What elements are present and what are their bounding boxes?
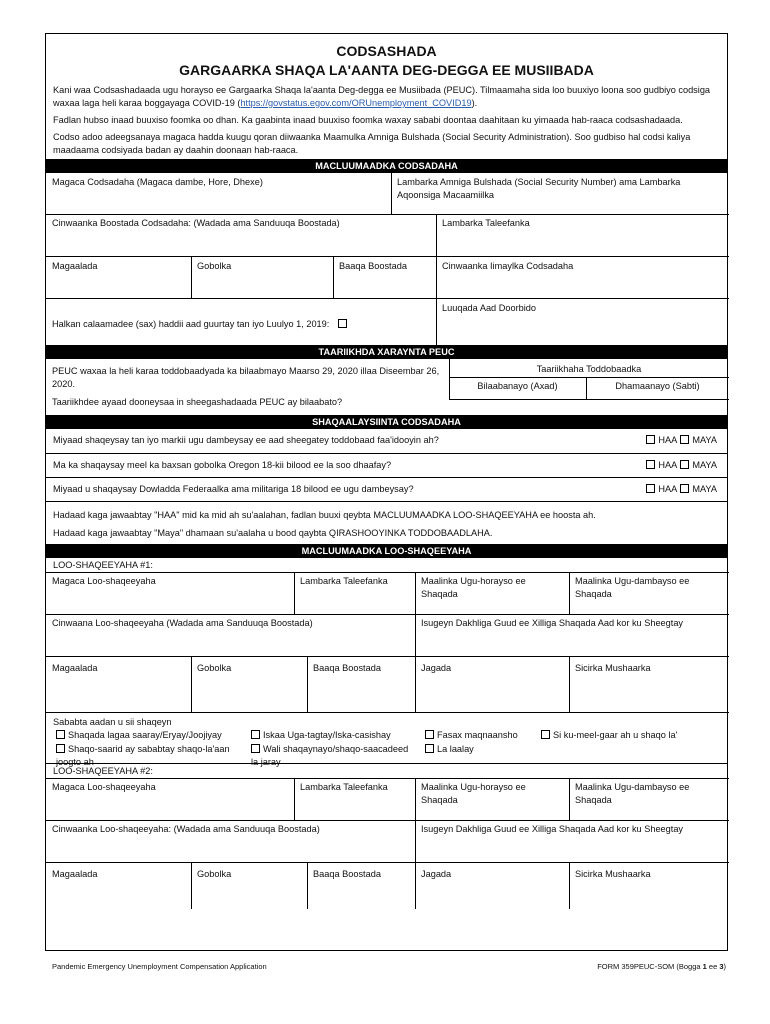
employer-2-title: LOO-SHAQEEYAHA #2:	[53, 766, 153, 776]
employer-2-city-field[interactable]: Magaalada	[52, 869, 98, 879]
employer-2-phone-field[interactable]: Lambarka Taleefanka	[300, 782, 388, 792]
history-grid	[46, 359, 727, 415]
no-label: MAYA	[692, 484, 717, 494]
answer-3	[646, 484, 717, 494]
week-start-field[interactable]: Bilaabanayo (Axad)	[477, 381, 558, 391]
intro-paragraph-2: Fadlan hubso inaad buuxiso foomka oo dhan. Ka gaabinta inaad buuxiso foomka waxay sababi doontaa daahitaan ku yimaada hab-raaca codsashadaada.	[53, 115, 683, 125]
employer-2-state-field[interactable]: Jagada	[421, 869, 452, 879]
form-page	[45, 33, 728, 951]
yes-label: HAA	[658, 435, 678, 445]
answer-2	[646, 460, 717, 470]
moved-checkbox[interactable]	[338, 319, 347, 328]
footer-form-name: Pandemic Emergency Unemployment Compensation Application	[52, 962, 267, 971]
reason-label-1: Shaqada lagaa saaray/Eryay/Joojiyay	[68, 730, 222, 740]
claimant-language-field[interactable]: Luuqada Aad Doorbido	[442, 303, 536, 313]
intro-text-1: Kani waa Codsashadaada ugu horayso ee Gargaarka Shaqa la'aanta Deg-degga ee Musiibada (PEUC). Tilmaamaha sida loo buuxiyo loona soo gudbiyo codsiga waxaa laga heli karaa boggayaga COVID-19 (	[53, 85, 711, 108]
footer-page-total: 3	[719, 962, 724, 971]
employer-1-phone-field[interactable]: Lambarka Taleefanka	[300, 576, 388, 586]
yes-label: HAA	[658, 460, 678, 470]
reason-label-4: Wali shaqaynayo/shaqo-saacadeed la jaray	[251, 744, 409, 767]
reason-checkbox-2[interactable]	[56, 744, 65, 753]
no-label: MAYA	[692, 460, 717, 470]
no-note: Hadaad kaga jawaabtay "Maya" dhamaan su'aalaha u bood qaybta QIRASHOOYINKA TODDOBAADLAHA.	[53, 528, 493, 538]
week-end-field[interactable]: Dhamaanayo (Sabti)	[615, 381, 700, 391]
question-row-2	[46, 453, 727, 477]
form-subtitle: GARGAARKA SHAQA LA'AANTA DEG-DEGGA EE MUSIIBADA	[179, 62, 594, 78]
covid-link[interactable]: https://govstatus.egov.com/ORUnemployment_COVID19	[240, 98, 472, 108]
reason-checkbox-3[interactable]	[251, 730, 260, 739]
employer-2-gross-field[interactable]: Isugeyn Dakhliga Guud ee Xilliga Shaqada Aad kor ku Sheegtay	[421, 824, 684, 834]
reason-label-3: Iskaa Uga-tagtay/Iska-casishay	[263, 730, 391, 740]
separation-reason-title: Sababta aadan u sii shaqeyn	[53, 717, 172, 727]
employer-2-address-field[interactable]: Cinwaanka Loo-shaqeeyaha: (Wadada ama Sanduuqa Boostada)	[52, 824, 320, 834]
employer-2-last-day-field[interactable]: Maalinka Ugu-dambayso ee Shaqada	[575, 782, 690, 805]
employer-1-first-day-field[interactable]: Maalinka Ugu-horayso ee Shaqada	[421, 576, 526, 599]
yes-label: HAA	[658, 484, 678, 494]
claimant-section-bar: MACLUUMAADKA CODSADAHA	[46, 159, 727, 173]
eligibility-notes	[46, 501, 727, 544]
employer-1-name-field[interactable]: Magaca Loo-shaqeeyaha	[52, 576, 156, 586]
reason-label-5: Fasax maqnaansho	[437, 730, 518, 740]
moved-since-july-label: Halkan calaamadee (sax) haddii aad guurtay tan iyo Luulyo 1, 2019:	[52, 319, 330, 329]
employer-1-address-field[interactable]: Cinwaana Loo-shaqeeyaha (Wadada ama Sanduuqa Boostada)	[52, 618, 313, 628]
reason-label-6: La laalay	[437, 744, 474, 754]
footer-of: ee	[706, 962, 720, 971]
employer-2-zip-field[interactable]: Baaqa Boostada	[313, 869, 381, 879]
reason-checkbox-6[interactable]	[425, 744, 434, 753]
employer-1-city-field[interactable]: Magaalada	[52, 663, 98, 673]
claimant-ssn-field[interactable]: Lambarka Amniga Bulshada (Social Security Number) ama Lambarka Aqoonsiga Macaamiilka	[397, 177, 681, 200]
week-dates-label: Taariikhaha Toddobaadka	[536, 364, 642, 374]
footer-form-number	[597, 962, 726, 971]
footer-close: )	[723, 962, 726, 971]
yes-note: Hadaad kaga jawaabtay "HAA" mid ka mid ah su'aalahan, fadlan buuxi qeybta MACLUUMAADKA LOO-SHAQEEYAHA ee hoosta ah.	[53, 510, 596, 520]
moved-since-july-row	[46, 315, 436, 334]
no-checkbox-1[interactable]	[680, 435, 689, 444]
employer-2-county-field[interactable]: Gobolka	[197, 869, 232, 879]
question-1: Miyaad shaqeysay tan iyo markii ugu dambeysay ee aad sheegatey toddobaad faa'idooyin ah?	[53, 435, 439, 445]
employment-section-bar: SHAQAALAYSIINTA CODSADAHA	[46, 415, 727, 429]
peuc-start-question: Taariikhdee ayaad dooneysaa in sheegashadaada PEUC ay bilaabato?	[52, 397, 343, 407]
employer-2-grid	[46, 763, 727, 908]
history-section-bar: TAARIIKHDA XARAYNTA PEUC	[46, 345, 727, 359]
intro-paragraph-1	[46, 84, 727, 110]
claimant-email-field[interactable]: Cinwaanka Iimaylka Codsadaha	[442, 261, 574, 271]
footer-page-number: 1	[702, 962, 707, 971]
reason-checkbox-7[interactable]	[541, 730, 550, 739]
employer-1-grid	[46, 558, 727, 767]
employer-1-rate-field[interactable]: Sicirka Mushaarka	[575, 663, 651, 673]
intro-text-1-end: ).	[471, 98, 478, 108]
yes-checkbox-3[interactable]	[646, 484, 655, 493]
footer-form-id: FORM 359PEUC-SOM (Bogga	[597, 962, 703, 971]
claimant-phone-field[interactable]: Lambarka Taleefanka	[442, 218, 530, 228]
reason-option-6	[418, 741, 548, 758]
employer-2-name-field[interactable]: Magaca Loo-shaqeeyaha	[52, 782, 156, 792]
no-label: MAYA	[692, 435, 717, 445]
claimant-zip-field[interactable]: Baaqa Boostada	[339, 261, 407, 271]
employer-1-state-field[interactable]: Jagada	[421, 663, 452, 673]
employer-2-first-day-field[interactable]: Maalinka Ugu-horayso ee Shaqada	[421, 782, 526, 805]
form-title: CODSASHADA	[336, 43, 437, 59]
claimant-grid	[46, 173, 727, 345]
answer-1	[646, 435, 717, 445]
employer-2-rate-field[interactable]: Sicirka Mushaarka	[575, 869, 651, 879]
question-row-1	[46, 429, 727, 453]
no-checkbox-3[interactable]	[680, 484, 689, 493]
employer-1-last-day-field[interactable]: Maalinka Ugu-dambayso ee Shaqada	[575, 576, 690, 599]
claimant-county-field[interactable]: Gobolka	[197, 261, 232, 271]
peuc-availability-text: PEUC waxaa la heli karaa toddobaadyada ka bilaabmayo Maarso 29, 2020 illaa Diseembar 26, 2020.	[52, 366, 440, 389]
yes-checkbox-2[interactable]	[646, 460, 655, 469]
question-3: Miyaad u shaqaysay Dowladda Federaalka ama militariga 18 bilood ee ugu dambeysay?	[53, 484, 414, 494]
reason-label-7: Si ku-meel-gaar ah u shaqo la'	[553, 730, 678, 740]
reason-checkbox-5[interactable]	[425, 730, 434, 739]
question-2: Ma ka shaqaysay meel ka baxsan gobolka Oregon 18-kii bilood ee la soo dhaafay?	[53, 460, 392, 470]
reason-checkbox-1[interactable]	[56, 730, 65, 739]
employer-1-title: LOO-SHAQEEYAHA #1:	[53, 560, 153, 570]
reason-option-7	[534, 727, 728, 744]
question-row-3	[46, 477, 727, 501]
intro-paragraph-3: Codso adoo adeegsanaya magaca hadda kuugu qoran diiwaanka Maamulka Amniga Bulshada (Social Security Administration). Soo gudbiso hal codsi kaliya maadaama codsiyada badan ay daahin doonaan hab-raaca.	[53, 132, 691, 155]
claimant-city-field[interactable]: Magaalada	[52, 261, 98, 271]
no-checkbox-2[interactable]	[680, 460, 689, 469]
claimant-name-field[interactable]: Magaca Codsadaha (Magaca dambe, Hore, Dhexe)	[52, 177, 263, 187]
claimant-mailing-field[interactable]: Cinwaanka Boostada Codsadaha: (Wadada ama Sanduuqa Boostada)	[52, 218, 340, 228]
employer-section-bar: MACLUUMAADKA LOO-SHAQEEYAHA	[46, 544, 727, 558]
employer-1-gross-field[interactable]: Isugeyn Dakhliga Guud ee Xilliga Shaqada Aad kor ku Sheegtay	[421, 618, 684, 628]
reason-label-2: Shaqo-saarid ay sababtay shaqo-la'aan joogto ah	[56, 744, 230, 767]
employer-1-zip-field[interactable]: Baaqa Boostada	[313, 663, 381, 673]
yes-checkbox-1[interactable]	[646, 435, 655, 444]
employer-1-county-field[interactable]: Gobolka	[197, 663, 232, 673]
reason-checkbox-4[interactable]	[251, 744, 260, 753]
